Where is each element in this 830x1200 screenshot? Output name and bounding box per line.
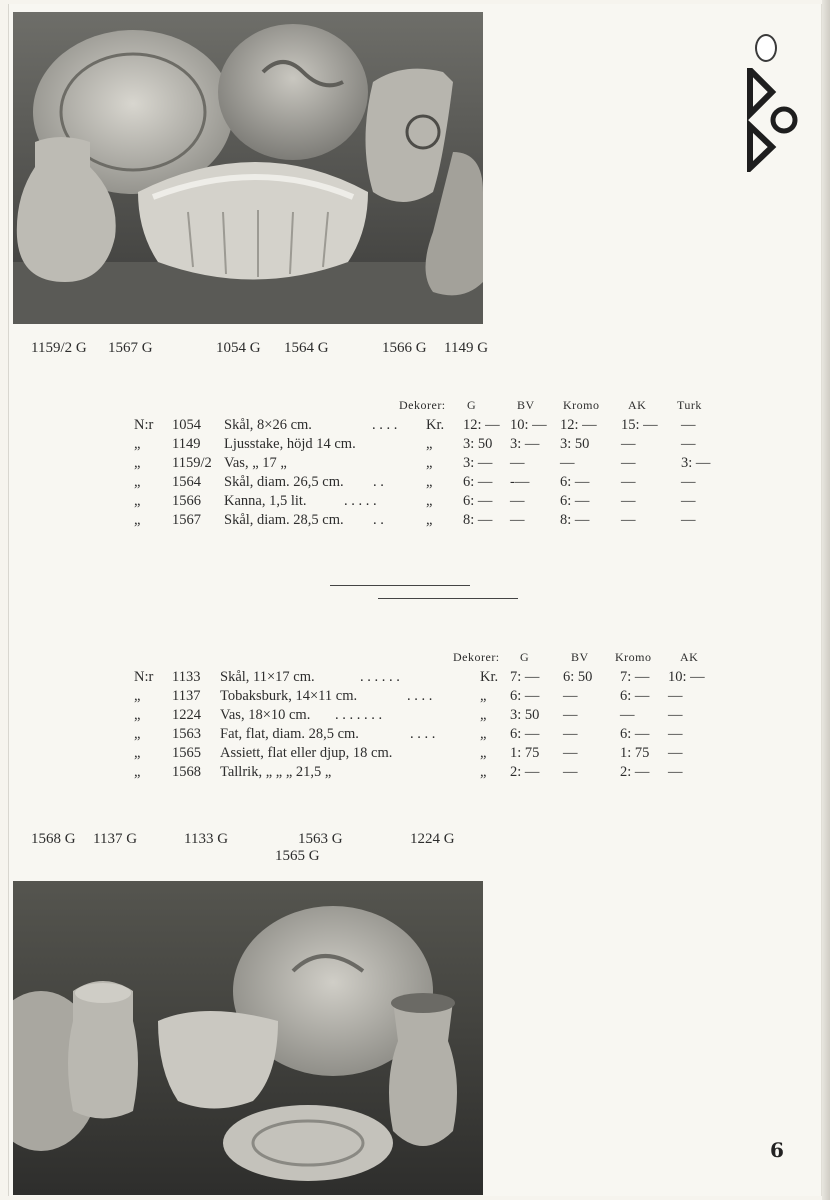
price-cell: — xyxy=(563,726,578,742)
price-cell: 6: — xyxy=(560,493,590,509)
price-cell: 12: — xyxy=(463,417,500,433)
divider-rule xyxy=(330,585,470,586)
price-cell: 3: — xyxy=(463,455,493,471)
item-number: 1137 xyxy=(172,688,201,704)
table-row xyxy=(0,726,720,745)
price-cell: 1: 75 xyxy=(620,745,650,761)
price-cell: — xyxy=(563,688,578,704)
price-cell: — xyxy=(621,436,636,452)
currency-mark: „ xyxy=(480,764,487,780)
photo-caption: 1566 G xyxy=(382,340,427,356)
item-number: 1224 xyxy=(172,707,201,723)
leader-dots: . . . . . xyxy=(344,493,377,509)
price-cell: 3: 50 xyxy=(463,436,493,452)
item-prefix: „ xyxy=(134,688,141,704)
price-cell: 6: 50 xyxy=(563,669,593,685)
header-label: Dekorer: xyxy=(453,650,500,664)
price-cell: — xyxy=(681,417,696,433)
item-number: 1133 xyxy=(172,669,201,685)
item-number: 1568 xyxy=(172,764,201,780)
bo-logo-icon xyxy=(746,68,800,172)
item-description: Tobaksburk, 14×11 cm. xyxy=(220,688,358,704)
photo-caption: 1133 G xyxy=(184,831,229,847)
photo-caption: 1224 G xyxy=(410,831,455,847)
item-number: 1054 xyxy=(172,417,201,433)
photo-caption: 1149 G xyxy=(444,340,489,356)
col-header: Kromo xyxy=(615,650,652,664)
item-description: Ljusstake, höjd 14 cm. xyxy=(224,436,356,452)
price-cell: 3: — xyxy=(681,455,711,471)
item-prefix: N:r xyxy=(134,669,154,685)
price-cell: 2: — xyxy=(620,764,650,780)
price-cell: — xyxy=(563,707,578,723)
price-cell: — xyxy=(681,436,696,452)
item-description: Vas, 18×10 cm. xyxy=(220,707,311,723)
price-cell: -— xyxy=(510,474,530,490)
item-prefix: „ xyxy=(134,745,141,761)
item-description: Skål, diam. 26,5 cm. xyxy=(224,474,344,490)
item-description: Skål, diam. 28,5 cm. xyxy=(224,512,344,528)
table-row xyxy=(0,745,720,764)
price-cell: — xyxy=(510,455,525,471)
leader-dots: . . xyxy=(373,512,384,528)
item-number: 1565 xyxy=(172,745,201,761)
currency-mark: „ xyxy=(480,707,487,723)
col-header: Turk xyxy=(677,398,702,412)
item-prefix: „ xyxy=(134,474,141,490)
table-row xyxy=(0,474,720,493)
price-cell: 10: — xyxy=(668,669,705,685)
price-cell: — xyxy=(621,493,636,509)
currency-mark: Kr. xyxy=(426,417,445,433)
price-cell: — xyxy=(620,707,635,723)
currency-mark: „ xyxy=(426,455,433,471)
item-number: 1564 xyxy=(172,474,201,490)
item-description: Fat, flat, diam. 28,5 cm. xyxy=(220,726,359,742)
item-prefix: „ xyxy=(134,764,141,780)
price-cell: — xyxy=(681,493,696,509)
item-prefix: „ xyxy=(134,707,141,723)
item-number: 1567 xyxy=(172,512,201,528)
price-cell: 12: — xyxy=(560,417,597,433)
price-cell: — xyxy=(621,455,636,471)
leader-dots: . . xyxy=(373,474,384,490)
price-cell: 7: — xyxy=(620,669,650,685)
photo-caption: 1568 G xyxy=(31,831,76,847)
currency-mark: „ xyxy=(426,512,433,528)
currency-mark: „ xyxy=(426,436,433,452)
price-table-2 xyxy=(0,650,720,783)
price-cell: 6: — xyxy=(510,688,540,704)
item-description: Vas, „ 17 „ xyxy=(224,455,287,471)
price-cell: 10: — xyxy=(510,417,547,433)
item-prefix: „ xyxy=(134,455,141,471)
col-header: Kromo xyxy=(563,398,600,412)
photo-caption: 1137 G xyxy=(93,831,138,847)
price-cell: — xyxy=(681,512,696,528)
page-edge xyxy=(822,0,830,1200)
price-cell: — xyxy=(668,745,683,761)
item-prefix: „ xyxy=(134,436,141,452)
price-cell: 8: — xyxy=(560,512,590,528)
price-cell: — xyxy=(510,512,525,528)
table-row xyxy=(0,688,720,707)
table-row xyxy=(0,707,720,726)
photo-caption: 1565 G xyxy=(275,848,320,864)
price-cell: 6: — xyxy=(620,726,650,742)
price-cell: 3: 50 xyxy=(560,436,590,452)
currency-mark: „ xyxy=(480,688,487,704)
item-number: 1563 xyxy=(172,726,201,742)
item-prefix: N:r xyxy=(134,417,154,433)
currency-mark: „ xyxy=(426,493,433,509)
price-cell: — xyxy=(563,764,578,780)
page-number: 6 xyxy=(770,1138,784,1162)
item-description: Skål, 11×17 cm. xyxy=(220,669,315,685)
price-cell: — xyxy=(668,688,683,704)
table-row xyxy=(0,417,720,436)
currency-mark: „ xyxy=(426,474,433,490)
item-number: 1566 xyxy=(172,493,201,509)
price-cell: 1: 75 xyxy=(510,745,540,761)
photo-caption: 1567 G xyxy=(108,340,153,356)
price-cell: — xyxy=(668,764,683,780)
leader-dots: . . . . xyxy=(407,688,433,704)
item-description: Assiett, flat eller djup, 18 cm. xyxy=(220,745,393,761)
table-row xyxy=(0,512,720,531)
table-row xyxy=(0,764,720,783)
price-cell: — xyxy=(621,512,636,528)
price-cell: 8: — xyxy=(463,512,493,528)
col-header: BV xyxy=(571,650,589,664)
table-row xyxy=(0,669,720,688)
price-cell: 6: — xyxy=(510,726,540,742)
price-cell: — xyxy=(668,726,683,742)
item-description: Skål, 8×26 cm. xyxy=(224,417,312,433)
col-header: AK xyxy=(680,650,699,664)
col-header: AK xyxy=(628,398,647,412)
price-table-1 xyxy=(0,398,720,531)
item-description: Tallrik, „ „ „ 21,5 „ xyxy=(220,764,332,780)
item-prefix: „ xyxy=(134,493,141,509)
leader-dots: . . . . xyxy=(372,417,398,433)
price-cell: — xyxy=(510,493,525,509)
currency-mark: „ xyxy=(480,726,487,742)
table-row xyxy=(0,493,720,512)
item-number: 1149 xyxy=(172,436,201,452)
leader-dots: . . . . xyxy=(410,726,436,742)
col-header: BV xyxy=(517,398,535,412)
divider-rule xyxy=(378,598,518,599)
price-cell: — xyxy=(668,707,683,723)
price-cell: — xyxy=(621,474,636,490)
price-cell: — xyxy=(563,745,578,761)
item-prefix: „ xyxy=(134,726,141,742)
price-cell: 6: — xyxy=(620,688,650,704)
table-header xyxy=(0,398,720,417)
photo-caption: 1563 G xyxy=(298,831,343,847)
header-label: Dekorer: xyxy=(399,398,446,412)
col-header: G xyxy=(467,398,477,412)
price-cell: 7: — xyxy=(510,669,540,685)
photo-caption: 1054 G xyxy=(216,340,261,356)
table-row xyxy=(0,455,720,474)
photo-bottom-ceramics xyxy=(13,881,483,1195)
price-cell: 15: — xyxy=(621,417,658,433)
col-header: G xyxy=(520,650,530,664)
leader-dots: . . . . . . . xyxy=(335,707,383,723)
currency-mark: Kr. xyxy=(480,669,499,685)
price-cell: — xyxy=(560,455,575,471)
photo-caption: 1564 G xyxy=(284,340,329,356)
price-cell: 6: — xyxy=(463,493,493,509)
price-cell: 6: — xyxy=(560,474,590,490)
photo-caption: 1159/2 G xyxy=(31,340,87,356)
price-cell: 2: — xyxy=(510,764,540,780)
punch-hole xyxy=(755,34,777,62)
photo-top-ceramics xyxy=(13,12,483,324)
currency-mark: „ xyxy=(480,745,487,761)
price-cell: 3: — xyxy=(510,436,540,452)
table-row xyxy=(0,436,720,455)
price-cell: 6: — xyxy=(463,474,493,490)
leader-dots: . . . . . . xyxy=(360,669,400,685)
price-cell: — xyxy=(681,474,696,490)
item-description: Kanna, 1,5 lit. xyxy=(224,493,307,509)
price-cell: 3: 50 xyxy=(510,707,540,723)
item-number: 1159/2 xyxy=(172,455,212,471)
item-prefix: „ xyxy=(134,512,141,528)
table-header xyxy=(0,650,720,669)
